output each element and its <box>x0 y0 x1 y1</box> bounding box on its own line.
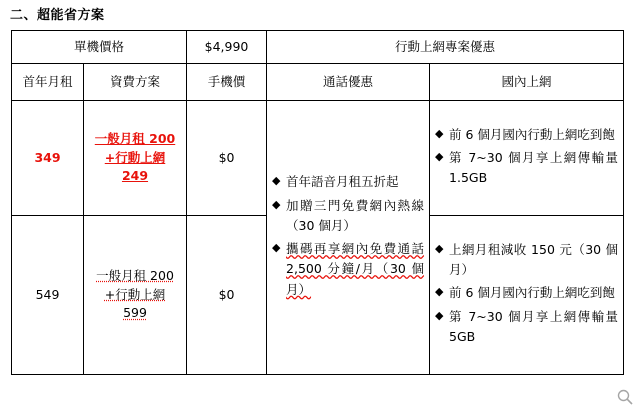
list-item <box>435 148 618 189</box>
row2-plan-line2: +行動上網 <box>104 286 166 302</box>
row2-handset-price: $0 <box>187 216 267 375</box>
header-call-promo: 通話優惠 <box>267 64 430 101</box>
call-promo-text-2: 加贈三門免費網內熱線（30 個月） <box>286 197 425 233</box>
list-item <box>435 283 618 303</box>
call-promo-cell <box>267 101 430 375</box>
list-item <box>272 196 424 237</box>
diamond-bullet-icon: ◆ <box>435 285 444 299</box>
header-mobile-promo: 行動上網專案優惠 <box>267 31 624 64</box>
row1-handset-price: $0 <box>187 101 267 216</box>
header-domestic-data: 國內上網 <box>430 64 624 101</box>
call-promo-text-1: 首年語音月租五折起 <box>286 174 399 190</box>
row1-data-text-1: 前 6 個月國內行動上網吃到飽 <box>449 126 615 142</box>
plan-pricing-table <box>11 30 624 375</box>
header-first-year-fee: 首年月租 <box>12 64 84 101</box>
diamond-bullet-icon: ◆ <box>435 241 444 255</box>
list-item <box>435 125 618 145</box>
diamond-bullet-icon: ◆ <box>272 241 281 254</box>
row1-plan-line2: +行動上網 <box>104 149 166 165</box>
row2-rate-plan <box>84 216 187 375</box>
diamond-bullet-icon: ◆ <box>272 174 281 188</box>
row2-data-text-3: 第 7~30 個月享上網傳輸量 5GB <box>449 308 619 344</box>
list-item <box>435 307 618 348</box>
table-header-row-2 <box>12 64 624 101</box>
diamond-bullet-icon: ◆ <box>435 308 444 322</box>
list-item <box>272 239 424 300</box>
diamond-bullet-icon: ◆ <box>272 197 281 211</box>
row2-data-text-2: 前 6 個月國內行動上網吃到飽 <box>449 285 615 301</box>
search-icon <box>616 388 634 406</box>
row1-plan-line3: 249 <box>121 168 149 184</box>
diamond-bullet-icon: ◆ <box>435 126 444 140</box>
row1-data-text-2: 第 7~30 個月享上網傳輸量 1.5GB <box>449 149 619 186</box>
row1-rate-plan <box>84 101 187 216</box>
list-item <box>435 240 618 281</box>
table-header-row-1 <box>12 31 624 64</box>
row2-first-year-fee: 549 <box>12 216 84 375</box>
header-single-price: 單機價格 <box>12 31 187 64</box>
row2-plan-line1: 一般月租 200 <box>96 267 174 283</box>
header-handset-price: 手機價 <box>187 64 267 101</box>
row1-domestic-data-cell <box>430 101 624 216</box>
diamond-bullet-icon: ◆ <box>435 149 444 163</box>
row1-plan-line1: 一般月租 200 <box>94 130 176 146</box>
header-rate-plan: 資費方案 <box>84 64 187 101</box>
table-row <box>12 101 624 216</box>
row2-domestic-data-cell <box>430 216 624 375</box>
page-title: 二、超能省方案 <box>10 8 105 23</box>
row1-first-year-fee: 349 <box>12 101 84 216</box>
row2-data-text-1: 上網月租減收 150 元（30 個月） <box>449 241 619 278</box>
row2-plan-line3: 599 <box>123 305 147 321</box>
header-price-value: $4,990 <box>187 31 267 64</box>
call-promo-text-3: 攜碼再享網內免費通話 2,500 分鐘/月（30 個月） <box>286 241 425 297</box>
list-item <box>272 172 424 192</box>
